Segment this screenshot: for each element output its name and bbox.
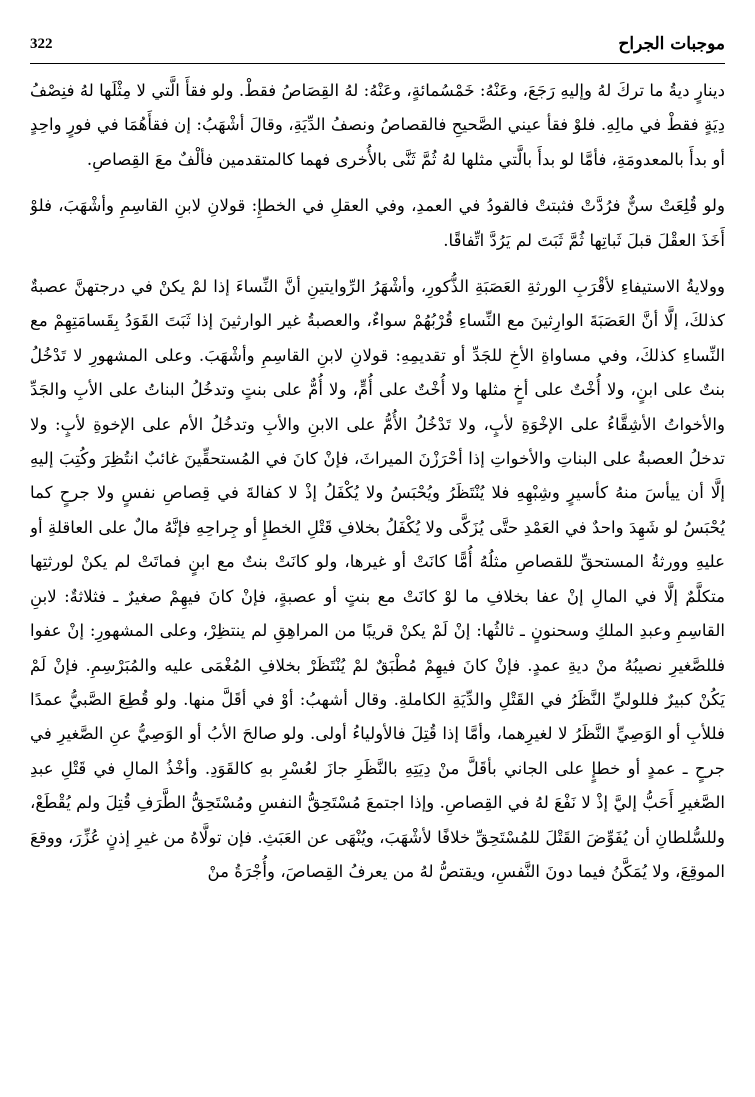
page-header [30, 34, 725, 60]
paragraph: دينارٍ ديةُ ما تركَ لهُ وإليهِ رَجَعَ، وعَنْهُ: خَمْسُمائةٍ، وعَنْهُ: لهُ القِصَاصُ فقطْ. ولو فقأَ الَّتي لا مِثْلَها لهُ فنِصْفُ دِيَةٍ فقطْ في مالِهِ. فلوْ فقأ عيني الصَّحيحِ فالقصاصُ ونصفُ الدِّيَةِ، وقالَ أشْهَبُ: إن فقأَهُمَا في فورٍ واحِدٍ أو بدأَ بالمعدومَةِ، فأمَّا لو بدأَ بالَّتي مثلها لهُ ثُمَّ ثَنَّى بالأُخرى فهما كالمتقدمين فألْفٌ معَ القِصاصِ. [30, 81, 725, 169]
running-title: موجبات الجراح [618, 34, 725, 54]
header-rule [30, 63, 725, 64]
paragraph: ولو قُلِعَتْ سنٌّ فرُدَّتْ فثبتتْ فالقودُ في العمدِ، وفي العقلِ في الخطإِ: قولانِ لابنِ القاسِمِ وأشْهَبَ، فلوْ أَخَذَ العقْلَ قبلَ ثَباتِها ثُمَّ ثَبَتَ لم يَرُدَّ اتِّفاقًا. [30, 196, 725, 250]
paragraph: وولايةُ الاستيفاءِ لأقْرَبِ الورثةِ العَصَبَةِ الذُّكورِ، وأشْهَرُ الرِّوايتينِ أنَّ النِّساءَ إذا لمْ يكنْ في درجتهنَّ عصبةٌ كذلكَ، إلَّا أنَّ العَصَبَةَ الوارِثينَ مع النِّساءِ قُرْبُهُمْ سواءٌ، والعصبةُ غير الوارثينَ إذا ثَبَتَ القَوَدُ بِقَسامَتِهِمْ مع النِّساءِ كذلكَ، وفي مساواةِ الأخِ للجَدِّ أو تقديمِهِ: قولانِ لابنِ القاسِمِ وأشْهَبَ. وعلى المشهورِ لا تَدْخُلُ بنتٌ على ابنٍ، ولا أُخْتٌ على أخٍ مثلها ولا أُخْتٌ على أُمٍّ، ولا أُمٌّ على بنتٍ وتدخُلُ البناتُ على الأبِ والجَدِّ والأخواتُ الأشِقَّاءُ على الإخْوَةِ لأبٍ، ولا تَدْخُلُ الأُمُّ على الابنِ والأبِ وتدخُلُ الأم على الإخوةِ لأبٍ: ولا تدخلُ العصبةُ على البناتِ والأخواتِ إذا أحْرَزْنَ الميراثَ، فإنْ كانَ في المُستحقِّينَ غائبٌ انتُظِرَ وكُتِبَ إليهِ إلَّا أن ييأسَ منهُ كأسيرٍ وشِبْهِهِ فلا يُنْتَظَرُ ويُحْبَسُ ولا يُكْفَلُ إذْ لا كفالةَ في قِصاصِ نفسٍ ولا جرحٍ كما يُحْبَسُ لو شَهِدَ واحدٌ في العَمْدِ حتَّى يُزَكَّى ولا يُكْفَلُ بخلافِ قَتْلِ الخطإِ أو جِراحِهِ فإنَّهُ مالٌ على العاقلةِ أو عليهِ وورثةُ المستحقِّ للقصاصِ مثلُهُ أُمًّا كانَتْ أو غيرها، ولو كانَتْ بنتٌ مع ابنٍ فماتَتْ لم يكنْ لورثتِها متكلَّمٌ إلَّا في المالِ إنْ عفا بخلافِ ما لوْ كانَتْ مع بنتٍ أو عصبةٍ، فإنْ كانَ فيهِمْ صغيرٌ ـ فثلاثةٌ: لابنِ القاسِمِ وعبدِ الملكِ وسحنونٍ ـ ثالثُها: إنْ لَمْ يكنْ قريبًا من المراهِقِ لم ينتظِرْ، وعلى المشهورِ: إنْ عفوا فللصَّغيرِ نصيبُهُ منْ ديةِ عمدٍ. فإنْ كانَ فيهِمْ مُطْبَقٌ لمْ يُنْتَظَرْ بخلافِ المُغْمَى عليه والمُبَرْسِمِ. فإنْ لَمْ يَكُنْ كبيرٌ فللوليِّ النَّظَرُ في القَتْلِ والدِّيَةِ الكاملةِ. وقال أشهبُ: أوْ في أقَلَّ منها. ولو قُطِعَ الصَّبيُّ عمدًا فللأبِ أو الوَصِيِّ النَّظَرُ لا لغيرِهما، وأمَّا إذا قُتِلَ فالأولياءُ أولى. ولو صالحَ الأبُ أو الوَصِيُّ عنِ الصَّغيرِ في جرحٍ ـ عمدٍ أو خطإٍ على الجاني بأقَلَّ منْ دِيَتِهِ بالنَّظَرِ جازَ لعُسْرِ بهِ كالقَوَدِ. وأخْذُ المالِ في قَتْلِ عبدِ الصَّغيرِ أَحَبُّ إليَّ إذْ لا نَفْعَ لهُ في القِصاصِ. وإذا اجتمعَ مُسْتَحِقُّ النفسِ ومُسْتَحِقُّ الطَّرَفِ قُتِلَ ولم يُقْطَعْ، وللسُّلطانِ أن يُفَوِّضَ القَتْلَ للمُسْتَحِقِّ خلافًا لأشْهَبَ، ويُنْهَى عن العَبَثِ. فإن تولَّاهُ من غيرِ إذنٍ عُزِّرَ، ووقعَ الموقِعَ، ولا يُمَكَّنُ فيما دونَ النَّفسِ، ويقتصُّ لهُ من يعرفُ القِصاصَ، وأُجْرَةُ منْ [30, 277, 725, 881]
body-text [30, 74, 725, 1083]
page-number: 322 [30, 36, 53, 52]
